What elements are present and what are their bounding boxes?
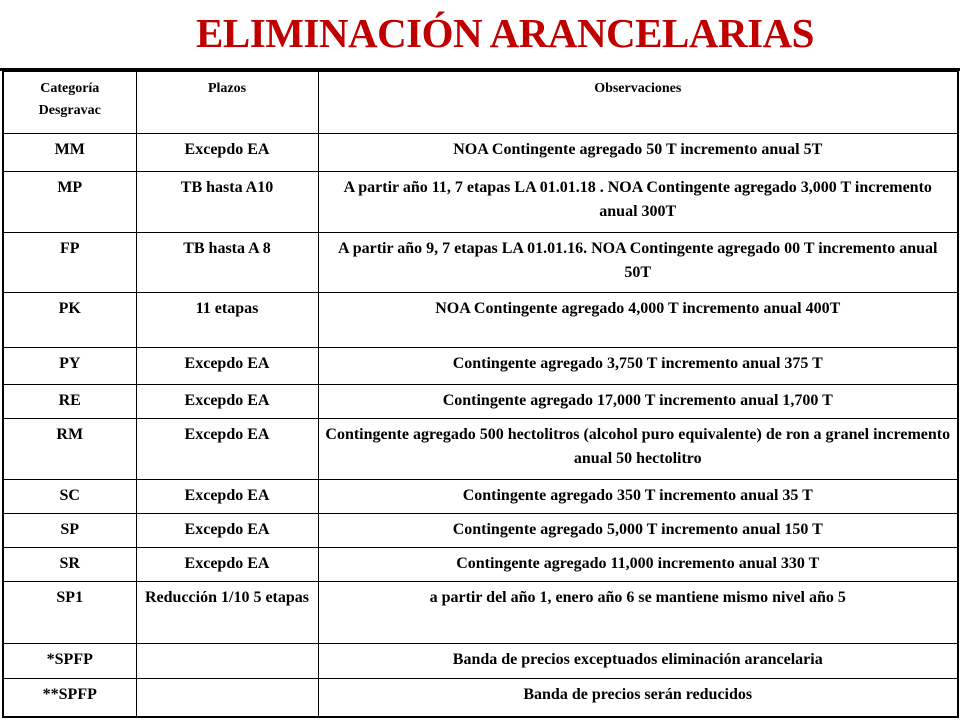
cell-categoria: MM — [3, 133, 136, 171]
table-row — [3, 547, 958, 581]
table-row — [3, 384, 958, 418]
table-row — [3, 171, 958, 232]
cell-categoria: MP — [3, 171, 136, 232]
cell-observaciones: Contingente agregado 3,750 T incremento anual 375 T — [318, 348, 958, 384]
cell-observaciones: Banda de precios serán reducidos — [318, 679, 958, 717]
cell-categoria: SR — [3, 547, 136, 581]
cell-categoria: PY — [3, 348, 136, 384]
cell-categoria: SP1 — [3, 582, 136, 644]
table-row — [3, 679, 958, 717]
cell-observaciones: A partir año 9, 7 etapas LA 01.01.16. NOA Contingente agregado 00 T incremento anual 50T — [318, 232, 958, 292]
cell-plazos: Reducción 1/10 5 etapas — [136, 582, 318, 644]
table-row — [3, 232, 958, 292]
cell-observaciones: NOA Contingente agregado 4,000 T incremento anual 400T — [318, 292, 958, 348]
cell-plazos: TB hasta A10 — [136, 171, 318, 232]
cell-plazos — [136, 679, 318, 717]
cell-observaciones: NOA Contingente agregado 50 T incremento anual 5T — [318, 133, 958, 171]
table-row — [3, 582, 958, 644]
cell-categoria: *SPFP — [3, 644, 136, 679]
table-header-row — [3, 71, 958, 133]
table-row — [3, 418, 958, 479]
cell-categoria: PK — [3, 292, 136, 348]
cell-plazos: Excepdo EA — [136, 384, 318, 418]
table-row — [3, 348, 958, 384]
cell-plazos: Excepdo EA — [136, 348, 318, 384]
cell-plazos: Excepdo EA — [136, 418, 318, 479]
table-row — [3, 292, 958, 348]
cell-plazos: Excepdo EA — [136, 547, 318, 581]
cell-categoria: FP — [3, 232, 136, 292]
cell-observaciones: Contingente agregado 11,000 incremento anual 330 T — [318, 547, 958, 581]
cell-observaciones: Contingente agregado 17,000 T incremento anual 1,700 T — [318, 384, 958, 418]
cell-observaciones: Contingente agregado 500 hectolitros (alcohol puro equivalente) de ron a granel incremento anual 50 hectolitro — [318, 418, 958, 479]
cell-observaciones: Contingente agregado 5,000 T incremento anual 150 T — [318, 513, 958, 547]
cell-categoria: SC — [3, 479, 136, 513]
header-categoria: Categoría Desgravac — [3, 71, 136, 133]
cell-categoria: **SPFP — [3, 679, 136, 717]
table-row — [3, 513, 958, 547]
cell-observaciones: A partir año 11, 7 etapas LA 01.01.18 . NOA Contingente agregado 3,000 T incremento anual 300T — [318, 171, 958, 232]
cell-plazos: Excepdo EA — [136, 513, 318, 547]
cell-plazos: Excepdo EA — [136, 479, 318, 513]
header-observaciones: Observaciones — [318, 71, 958, 133]
cell-categoria: RM — [3, 418, 136, 479]
cell-observaciones: Banda de precios exceptuados eliminación arancelaria — [318, 644, 958, 679]
cell-categoria: SP — [3, 513, 136, 547]
cell-plazos — [136, 644, 318, 679]
slide-title: ELIMINACIÓN ARANCELARIAS — [196, 10, 814, 56]
tariff-table — [2, 70, 959, 718]
table-row — [3, 644, 958, 679]
cell-plazos: 11 etapas — [136, 292, 318, 348]
cell-plazos: TB hasta A 8 — [136, 232, 318, 292]
cell-categoria: RE — [3, 384, 136, 418]
table-row — [3, 133, 958, 171]
cell-observaciones: Contingente agregado 350 T incremento anual 35 T — [318, 479, 958, 513]
table-row — [3, 479, 958, 513]
header-plazos: Plazos — [136, 71, 318, 133]
cell-observaciones: a partir del año 1, enero año 6 se mantiene mismo nivel año 5 — [318, 582, 958, 644]
cell-plazos: Excepdo EA — [136, 133, 318, 171]
